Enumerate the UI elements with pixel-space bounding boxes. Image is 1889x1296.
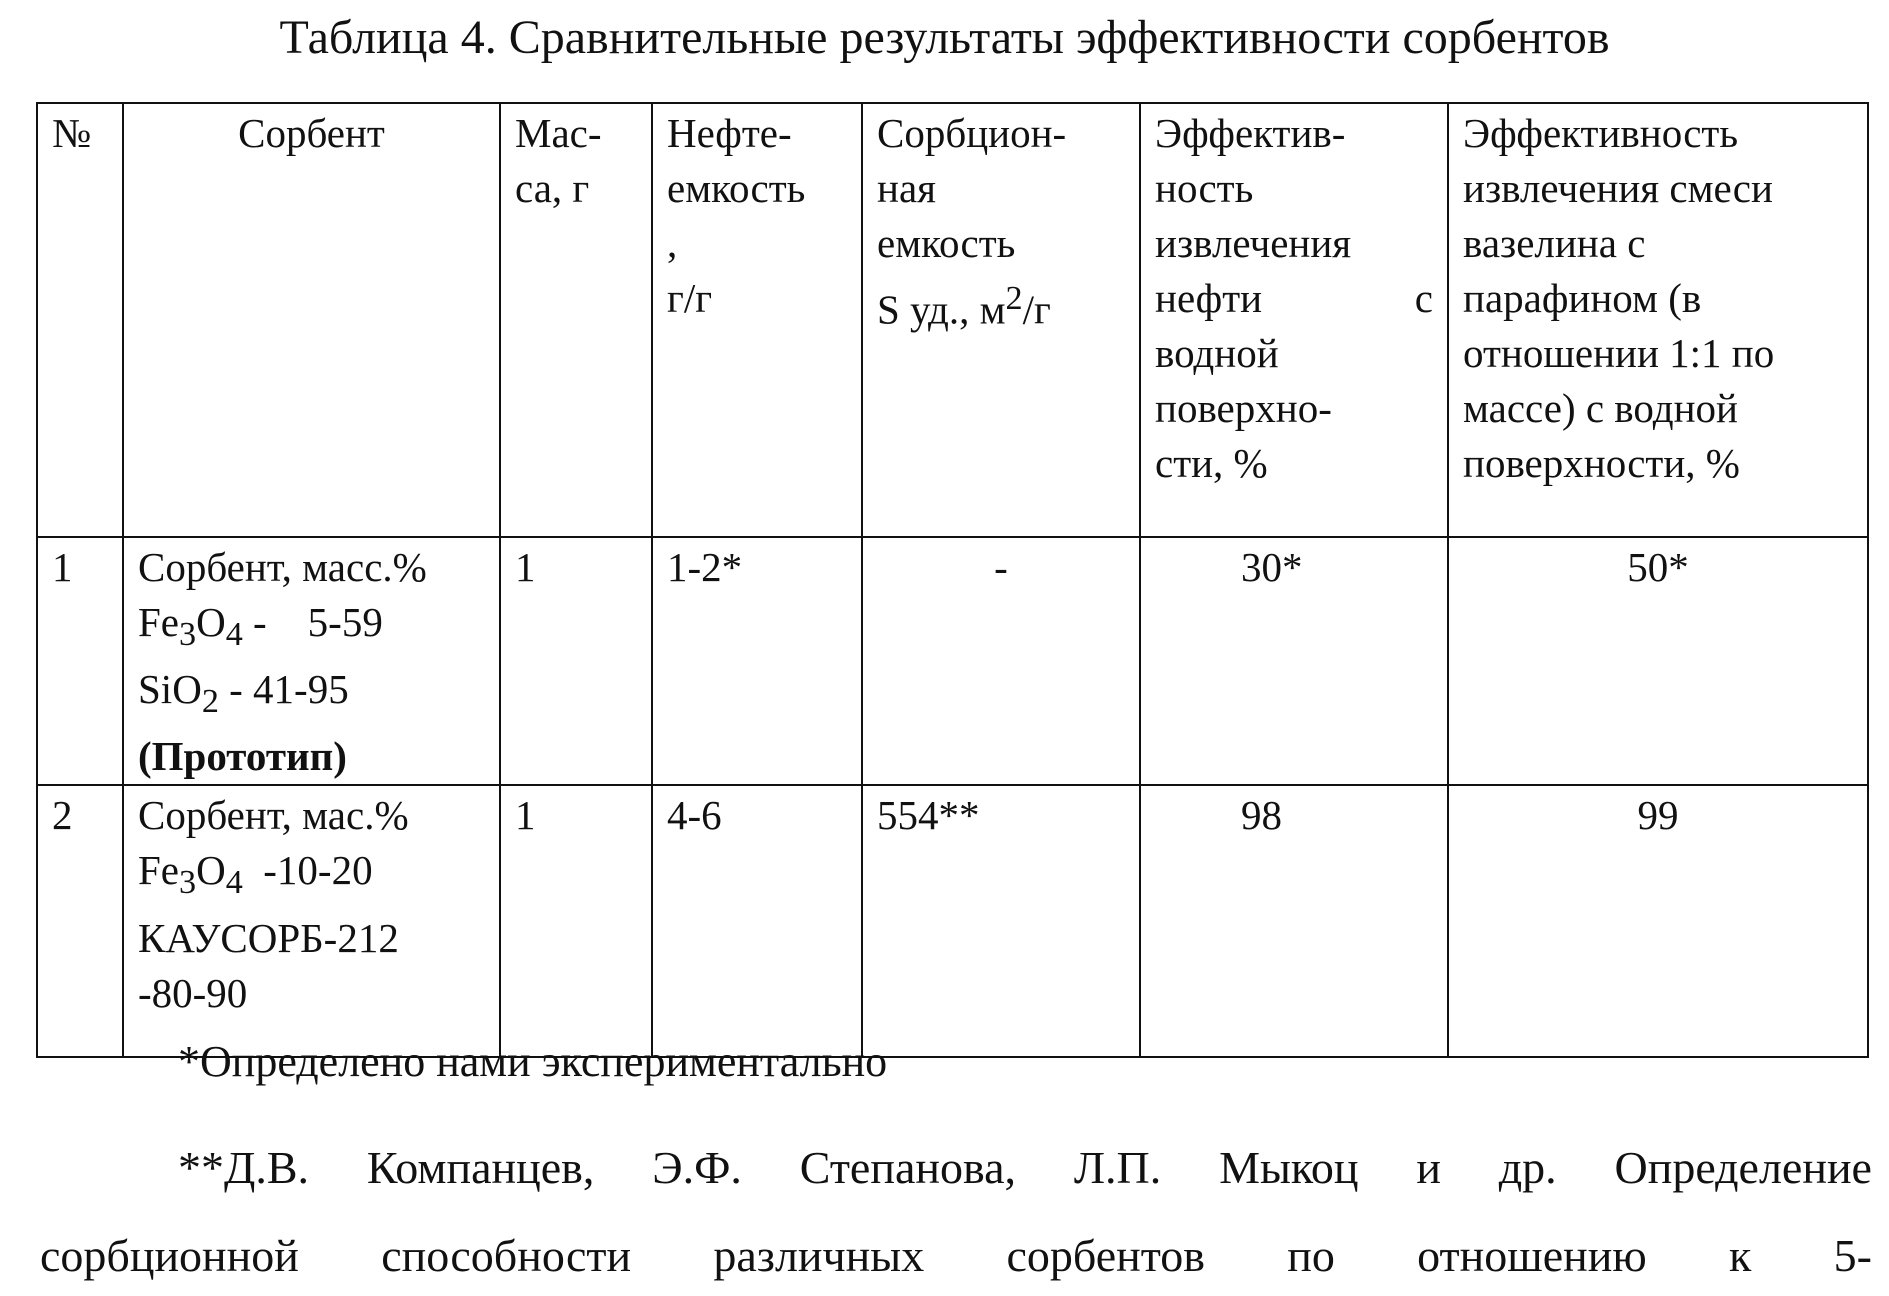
cell-number: 1 xyxy=(37,537,123,785)
cell-number: 2 xyxy=(37,785,123,1057)
cell-oil-extraction-efficiency: 30* xyxy=(1140,537,1448,785)
header-sorption-capacity: Сорбцион- ная емкость S уд., $м^2/г$ xyxy=(862,103,1140,537)
cell-mass: 1 xyxy=(500,785,652,1057)
header-sorbent: Сорбент xyxy=(123,103,500,537)
header-oil-extraction-efficiency: Эффектив- ность извлечения нефти с водной поверхно- сти, % xyxy=(1140,103,1448,537)
prototype-label: (Прототип) xyxy=(138,733,347,780)
cell-oil-extraction-efficiency: 98 xyxy=(1140,785,1448,1057)
header-mixture-extraction-efficiency: Эффективность извлечения смеси вазелина с парафином (в отношении 1:1 по массе) с водной поверхности, % xyxy=(1448,103,1868,537)
header-mass: Мас- са, г xyxy=(500,103,652,537)
specific-surface-unit: S уд., $м^2/г$ xyxy=(877,280,1051,333)
footnote-experimental: *Определено нами экспериментально xyxy=(178,1037,888,1086)
header-oil-capacity: Нефте- емкость , г/г xyxy=(652,103,862,537)
cell-oil-capacity: 4-6 xyxy=(652,785,862,1057)
reference-paragraph-line-2: сорбционной способности различных сорбентов по отношению к 5- xyxy=(40,1230,1872,1281)
cell-sorption-capacity: 554** xyxy=(862,785,1140,1057)
sorbent-comparison-table xyxy=(36,102,1869,1058)
cell-oil-capacity: 1-2* xyxy=(652,537,862,785)
cell-mixture-extraction-efficiency: 50* xyxy=(1448,537,1868,785)
table-header-row xyxy=(37,103,1868,537)
cell-mixture-extraction-efficiency: 99 xyxy=(1448,785,1868,1057)
cell-sorbent: Сорбент, масс.% $Fe_3O_4$ - 5-59 SiO$_2$ - 41-95 (Прототип) xyxy=(123,537,500,785)
cell-mass: 1 xyxy=(500,537,652,785)
table-caption: Таблица 4. Сравнительные результаты эффективности сорбентов xyxy=(279,11,1610,64)
cell-sorption-capacity: - xyxy=(862,537,1140,785)
reference-paragraph-line-1: **Д.В. Компанцев, Э.Ф. Степанова, Л.П. Мыкоц и др. Определение xyxy=(178,1142,1872,1193)
table-row xyxy=(37,537,1868,785)
cell-sorbent: Сорбент, мас.% $Fe_3O_4$ -10-20 КАУСОРБ-212 -80-90 xyxy=(123,785,500,1057)
table-row xyxy=(37,785,1868,1057)
header-number: № xyxy=(37,103,123,537)
